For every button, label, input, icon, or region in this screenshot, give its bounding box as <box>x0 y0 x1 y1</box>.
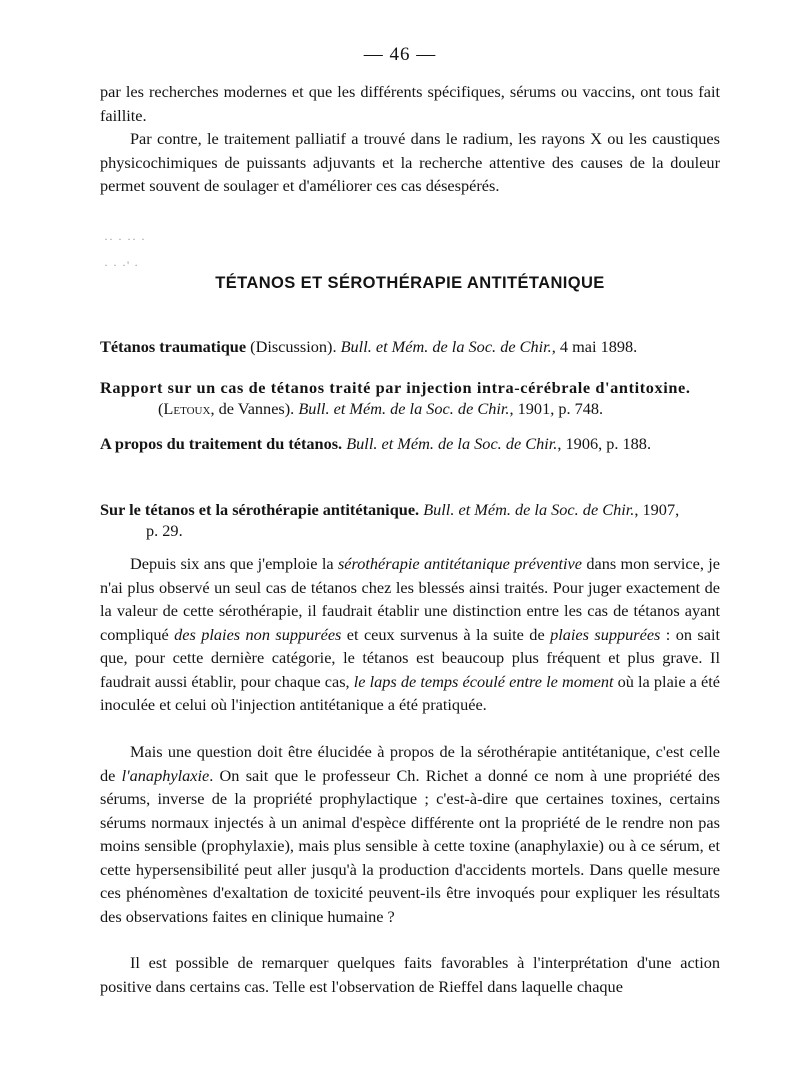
reference-title: Rapport sur un cas de tétanos traité par injection intra-cérébrale d'antitoxine. <box>100 378 691 397</box>
bleed-through-mark: ·· · ·· · <box>104 232 146 246</box>
body-paragraph-3: Il est possible de remarquer quelques faits favorables à l'interprétation d'une action positive dans certains cas. Telle est l'observation de Rieffel dans laquelle chaque <box>100 953 720 996</box>
intro-paragraph-2: Par contre, le traitement palliatif a trouvé dans le radium, les rayons X ou les caustiques physicochimiques de puissants adjuvants et la recherche attentive des causes de la douleur permet souvent de soulager et d'améliorer ces cas désespérés. <box>100 129 720 195</box>
intro-paragraph-1: par les recherches modernes et que les différents spécifiques, sérums ou vaccins, ont tous fait faillite. <box>100 82 720 125</box>
reference-title: Tétanos traumatique <box>100 337 247 356</box>
body-paragraph-1: Depuis six ans que j'emploie la sérothérapie antitétanique préventive dans mon service, je n'ai plus observé un seul cas de tétanos chez les blessés ainsi traités. Pour juger exactement de la valeur de cette sérothérapie, il faudrait établir une distinction entre les cas de tétanos ayant compliqué des plaies non suppurées et ceux survenus à la suite de plaies suppurées : on sait que, pour cette dernière catégorie, le tétanos est beaucoup plus fréquent et plus grave. Il faudrait aussi établir, pour chaque cas, le laps de temps écoulé entre le moment où la plaie a été inoculée et celui où l'injection antitétanique a été pratiquée. <box>100 554 721 714</box>
bleed-through-mark: · · ·' · <box>104 258 140 272</box>
reference-details: , 4 mai 1898. <box>551 337 638 356</box>
reference-title: Sur le tétanos et la sérothérapie antitétanique. <box>100 500 420 519</box>
reference-title: A propos du traitement du tétanos. <box>100 434 343 453</box>
reference-entry <box>100 377 720 419</box>
reference-details: , 1906, p. 188. <box>557 434 652 453</box>
reference-entry <box>100 499 720 541</box>
body-paragraph-2: Mais une question doit être élucidée à propos de la sérothérapie antitétanique, c'est celle de l'anaphylaxie. On sait que le professeur Ch. Richet a donné ce nom à une propriété des sérums, inverse de la propriété prophylactique ; c'est-à-dire que certaines toxines, certains sérums normaux injectés à un animal d'espèce différente ont la propriété de le rendre non pas moins sensible (prophylaxie), mais plus sensible à cette toxine (anaphylaxie) ou à ce sérum, et cette hypersensibilité peut aller jusqu'à la production d'accidents mortels. Dans quelle mesure ces phénomènes d'exaltation de toxicité peuvent-ils être invoqués pour expliquer les résultats des observations faites en clinique humaine ? <box>100 742 721 926</box>
reference-details: , 1907, <box>634 500 680 519</box>
reference-journal: Bull. et Mém. de la Soc. de Chir. <box>346 434 558 453</box>
reference-entry <box>100 336 720 357</box>
reference-journal: Bull. et Mém. de la Soc. de Chir. <box>298 399 510 418</box>
reference-entry <box>100 433 720 454</box>
reference-journal: Bull. et Mém. de la Soc. de Chir. <box>423 500 635 519</box>
reference-page: p. 29. <box>146 521 183 540</box>
reference-note: (Discussion). <box>246 337 341 356</box>
reference-author: Letoux <box>163 399 211 418</box>
reference-journal: Bull. et Mém. de la Soc. de Chir. <box>340 337 552 356</box>
page-number: — 46 — <box>363 44 437 65</box>
reference-details: , 1901, p. 748. <box>509 399 604 418</box>
reference-continuation: (Letoux, de Vannes). Bull. et Mém. de la Soc. de Chir., 1901, p. 748. <box>158 399 604 418</box>
section-heading: TÉTANOS ET SÉROTHÉRAPIE ANTITÉTANIQUE <box>215 274 605 292</box>
reference-author-suffix: , de Vannes). <box>210 399 299 418</box>
